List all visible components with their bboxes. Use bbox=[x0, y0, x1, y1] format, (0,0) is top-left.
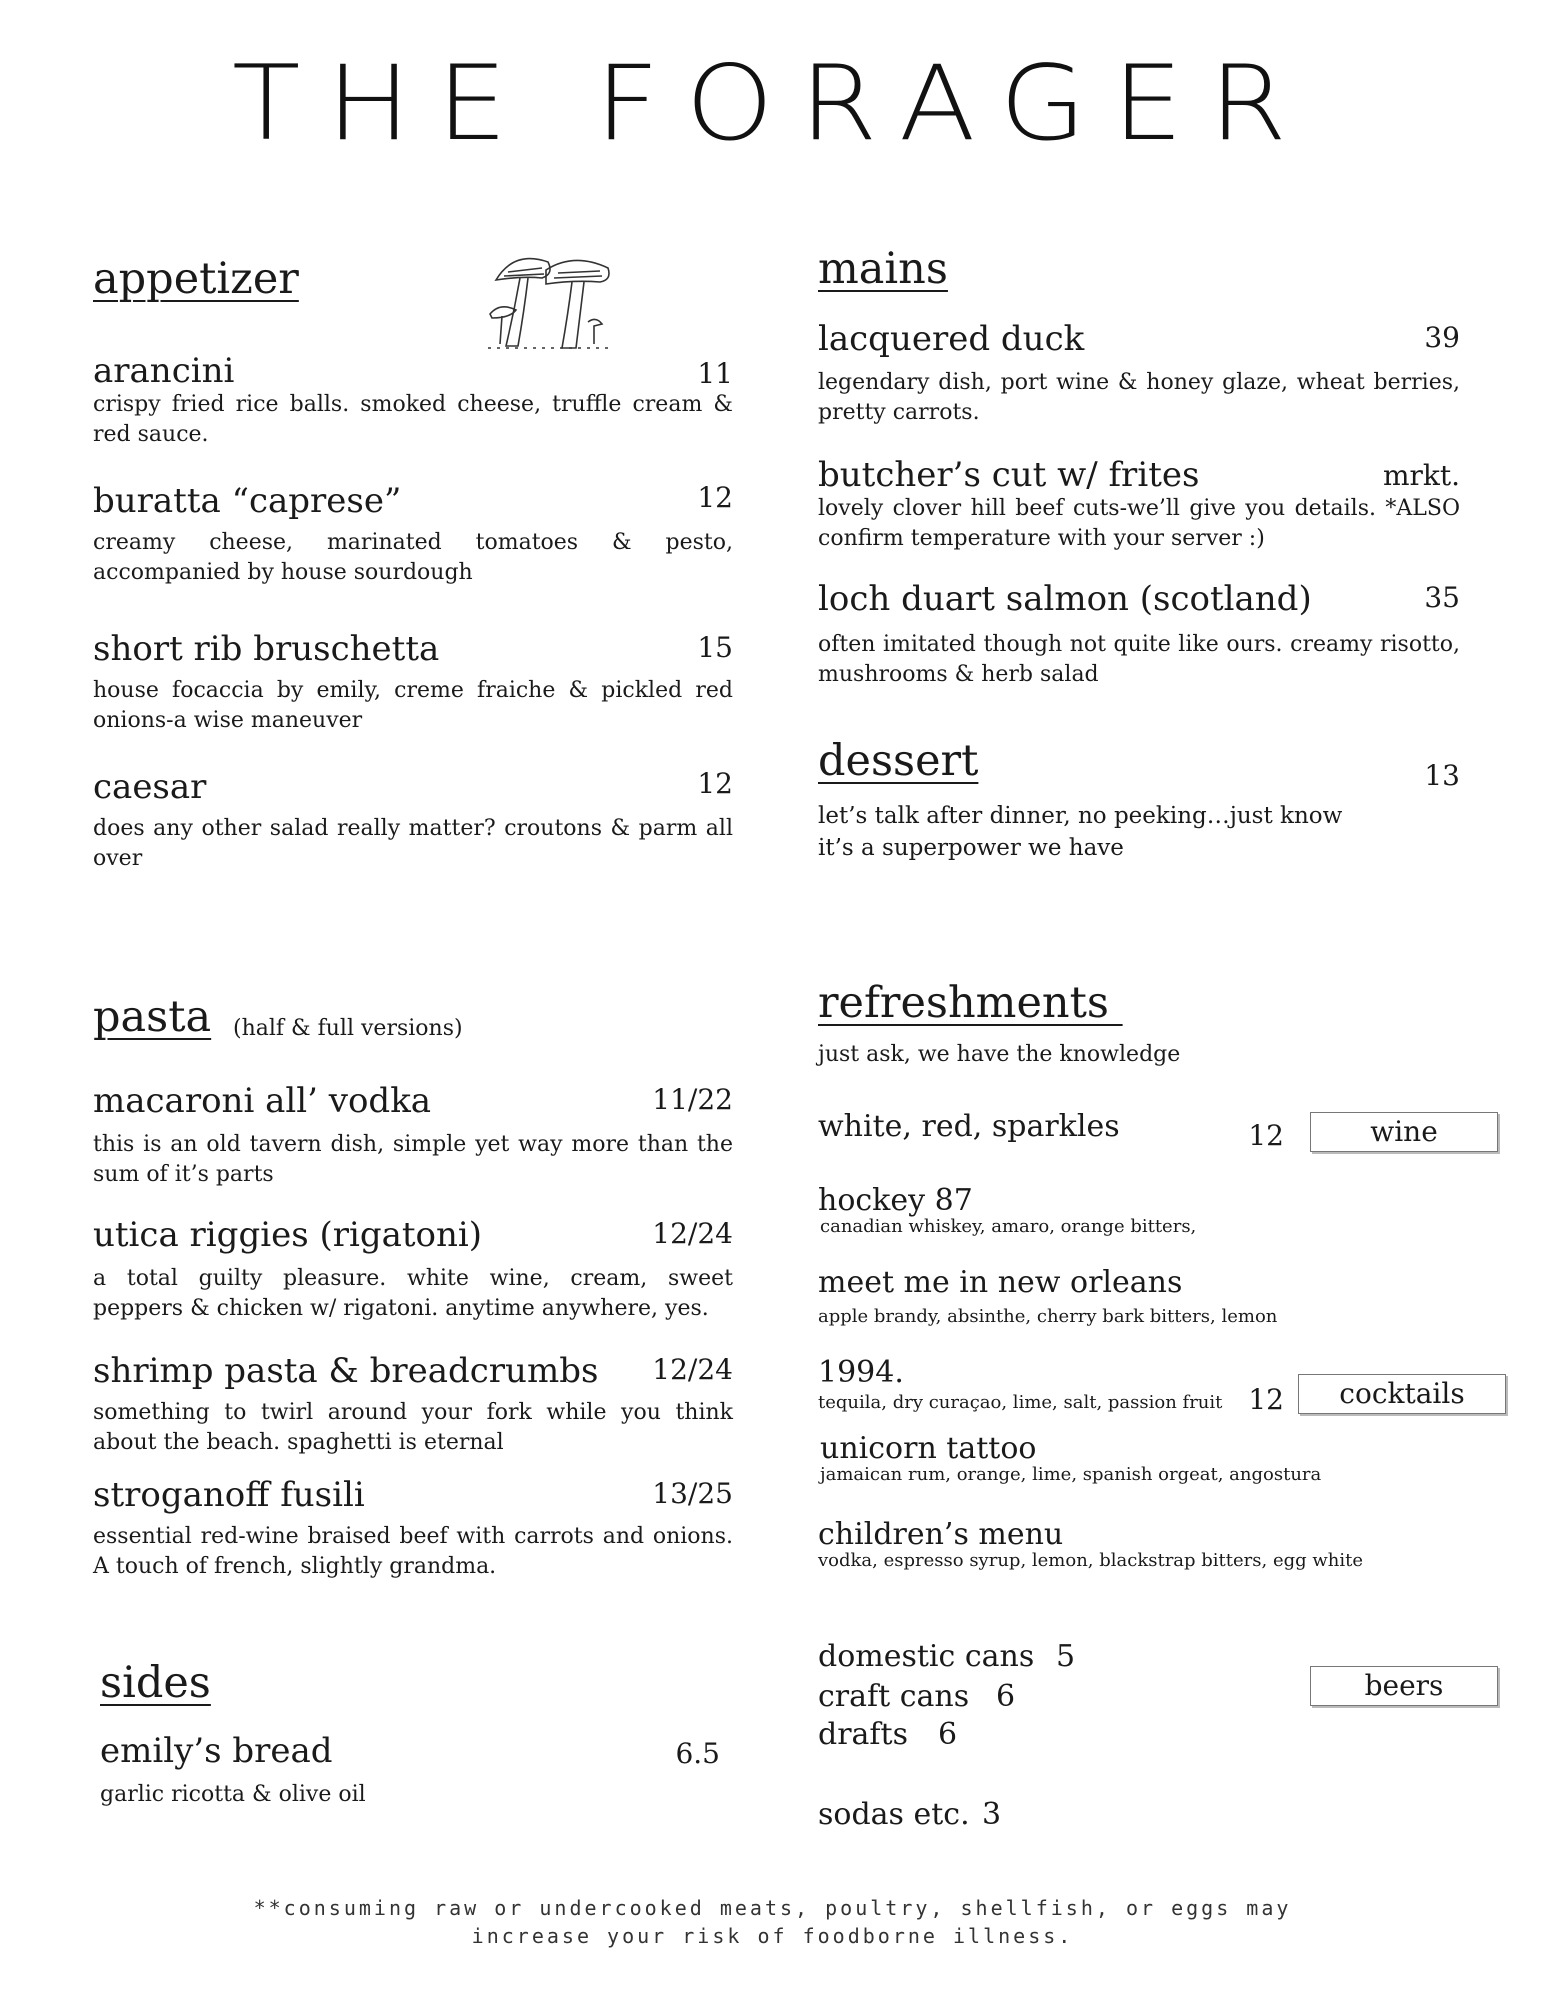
menu-item-description: often imitated though not quite like ours. creamy risotto, mushrooms & herb salad bbox=[818, 632, 1460, 687]
beer-item-price: 6 bbox=[938, 1717, 958, 1752]
beer-item-name: craft cans bbox=[818, 1679, 970, 1714]
refreshments-heading: refreshments bbox=[818, 978, 1123, 1028]
menu-item-description: garlic ricotta & olive oil bbox=[100, 1782, 366, 1807]
menu-item-name: loch duart salmon (scotland) bbox=[818, 579, 1312, 619]
beer-item-price: 6 bbox=[996, 1679, 1016, 1714]
menu-item-description: a total guilty pleasure. white wine, cream, sweet peppers & chicken w/ rigatoni. anytime anywhere, yes. bbox=[93, 1266, 733, 1321]
menu-item-name: utica riggies (rigatoni) bbox=[93, 1215, 483, 1255]
menu-item-name: macaroni all’ vodka bbox=[93, 1081, 432, 1121]
cocktail-ingredients: tequila, dry curaçao, lime, salt, passion fruit bbox=[818, 1392, 1223, 1413]
menu-item-price: 6.5 bbox=[675, 1737, 720, 1770]
menu-item-price: 12/24 bbox=[652, 1353, 733, 1386]
appetizer-heading: appetizer bbox=[93, 254, 299, 304]
soda-item-name: sodas etc. bbox=[818, 1797, 970, 1832]
mains-heading: mains bbox=[818, 244, 948, 294]
dessert-heading: dessert bbox=[818, 736, 979, 786]
sides-heading: sides bbox=[100, 1658, 211, 1708]
menu-item-description: legendary dish, port wine & honey glaze, wheat berries, pretty carrots. bbox=[818, 370, 1460, 425]
menu-item-price: 12 bbox=[697, 481, 733, 514]
soda-item-price: 3 bbox=[982, 1797, 1002, 1832]
dessert-price: 13 bbox=[1424, 759, 1460, 792]
cocktail-ingredients: vodka, espresso syrup, lemon, blackstrap bitters, egg white bbox=[818, 1550, 1364, 1571]
menu-item-price: 13/25 bbox=[652, 1477, 733, 1510]
cocktail-name: hockey 87 bbox=[818, 1183, 973, 1218]
menu-item-name: buratta “caprese” bbox=[93, 481, 402, 521]
wine-item-name: white, red, sparkles bbox=[818, 1109, 1120, 1144]
menu-item-description: something to twirl around your fork while you think about the beach. spaghetti is eternal bbox=[93, 1400, 733, 1455]
beers-label-box: beers bbox=[1310, 1666, 1498, 1706]
wine-label-box: wine bbox=[1310, 1112, 1498, 1152]
pasta-heading: pasta bbox=[93, 992, 212, 1042]
refreshments-note: just ask, we have the knowledge bbox=[818, 1042, 1181, 1067]
menu-item-description: crispy fried rice balls. smoked cheese, truffle cream & red sauce. bbox=[93, 392, 733, 447]
menu-item-price: 11/22 bbox=[652, 1083, 733, 1116]
cocktail-ingredients: apple brandy, absinthe, cherry bark bitters, lemon bbox=[818, 1306, 1278, 1327]
cocktails-label-box: cocktails bbox=[1298, 1374, 1506, 1414]
menu-item-price: 15 bbox=[697, 631, 733, 664]
menu-item-name: short rib bruschetta bbox=[93, 629, 440, 669]
menu-item-description: essential red-wine braised beef with carrots and onions. A touch of french, slightly grandma. bbox=[93, 1524, 733, 1579]
disclaimer-line-2: increase your risk of foodborne illness. bbox=[471, 1924, 1074, 1948]
food-safety-disclaimer bbox=[0, 1894, 1545, 1950]
menu-item-description: creamy cheese, marinated tomatoes & pesto, accompanied by house sourdough bbox=[93, 530, 733, 585]
menu-item-price: mrkt. bbox=[1382, 459, 1460, 492]
cocktail-ingredients: canadian whiskey, amaro, orange bitters, bbox=[820, 1216, 1197, 1237]
cocktail-name: children’s menu bbox=[818, 1517, 1064, 1552]
mushroom-illustration bbox=[484, 252, 616, 356]
dessert-description: let’s talk after dinner, no peeking…just know it’s a superpower we have bbox=[818, 803, 1343, 861]
menu-item-name: butcher’s cut w/ frites bbox=[818, 455, 1200, 495]
menu-item-description: lovely clover hill beef cuts-we’ll give you details. *ALSO confirm temperature with your server :) bbox=[818, 496, 1460, 551]
menu-item-description: this is an old tavern dish, simple yet way more than the sum of it’s parts bbox=[93, 1132, 733, 1187]
menu-item-name: emily’s bread bbox=[100, 1731, 333, 1771]
pasta-note: (half & full versions) bbox=[233, 1016, 463, 1041]
menu-item-price: 11 bbox=[697, 357, 733, 390]
menu-item-description: house focaccia by emily, creme fraiche & pickled red onions-a wise maneuver bbox=[93, 678, 733, 733]
disclaimer-line-1: **consuming raw or undercooked meats, poultry, shellfish, or eggs may bbox=[253, 1896, 1292, 1920]
menu-item-name: caesar bbox=[93, 767, 207, 807]
cocktail-name: 1994. bbox=[818, 1355, 904, 1390]
wine-price: 12 bbox=[1248, 1119, 1284, 1152]
menu-item-price: 12 bbox=[697, 767, 733, 800]
cocktails-price: 12 bbox=[1248, 1383, 1284, 1416]
menu-item-price: 35 bbox=[1424, 581, 1460, 614]
beer-item-name: domestic cans bbox=[818, 1639, 1035, 1674]
menu-item-price: 12/24 bbox=[652, 1217, 733, 1250]
menu-item-name: stroganoff fusili bbox=[93, 1475, 365, 1515]
menu-item-price: 39 bbox=[1424, 321, 1460, 354]
menu-item-name: arancini bbox=[93, 351, 235, 391]
cocktail-ingredients: jamaican rum, orange, lime, spanish orgeat, angostura bbox=[820, 1464, 1322, 1485]
beer-item-name: drafts bbox=[818, 1717, 908, 1752]
cocktail-name: unicorn tattoo bbox=[820, 1431, 1037, 1466]
menu-item-name: shrimp pasta & breadcrumbs bbox=[93, 1351, 599, 1391]
restaurant-title: THE FORAGER bbox=[232, 44, 1313, 164]
beer-item-price: 5 bbox=[1056, 1639, 1076, 1674]
menu-item-description: does any other salad really matter? croutons & parm all over bbox=[93, 816, 733, 871]
menu-item-name: lacquered duck bbox=[818, 319, 1085, 359]
cocktail-name: meet me in new orleans bbox=[818, 1265, 1183, 1300]
